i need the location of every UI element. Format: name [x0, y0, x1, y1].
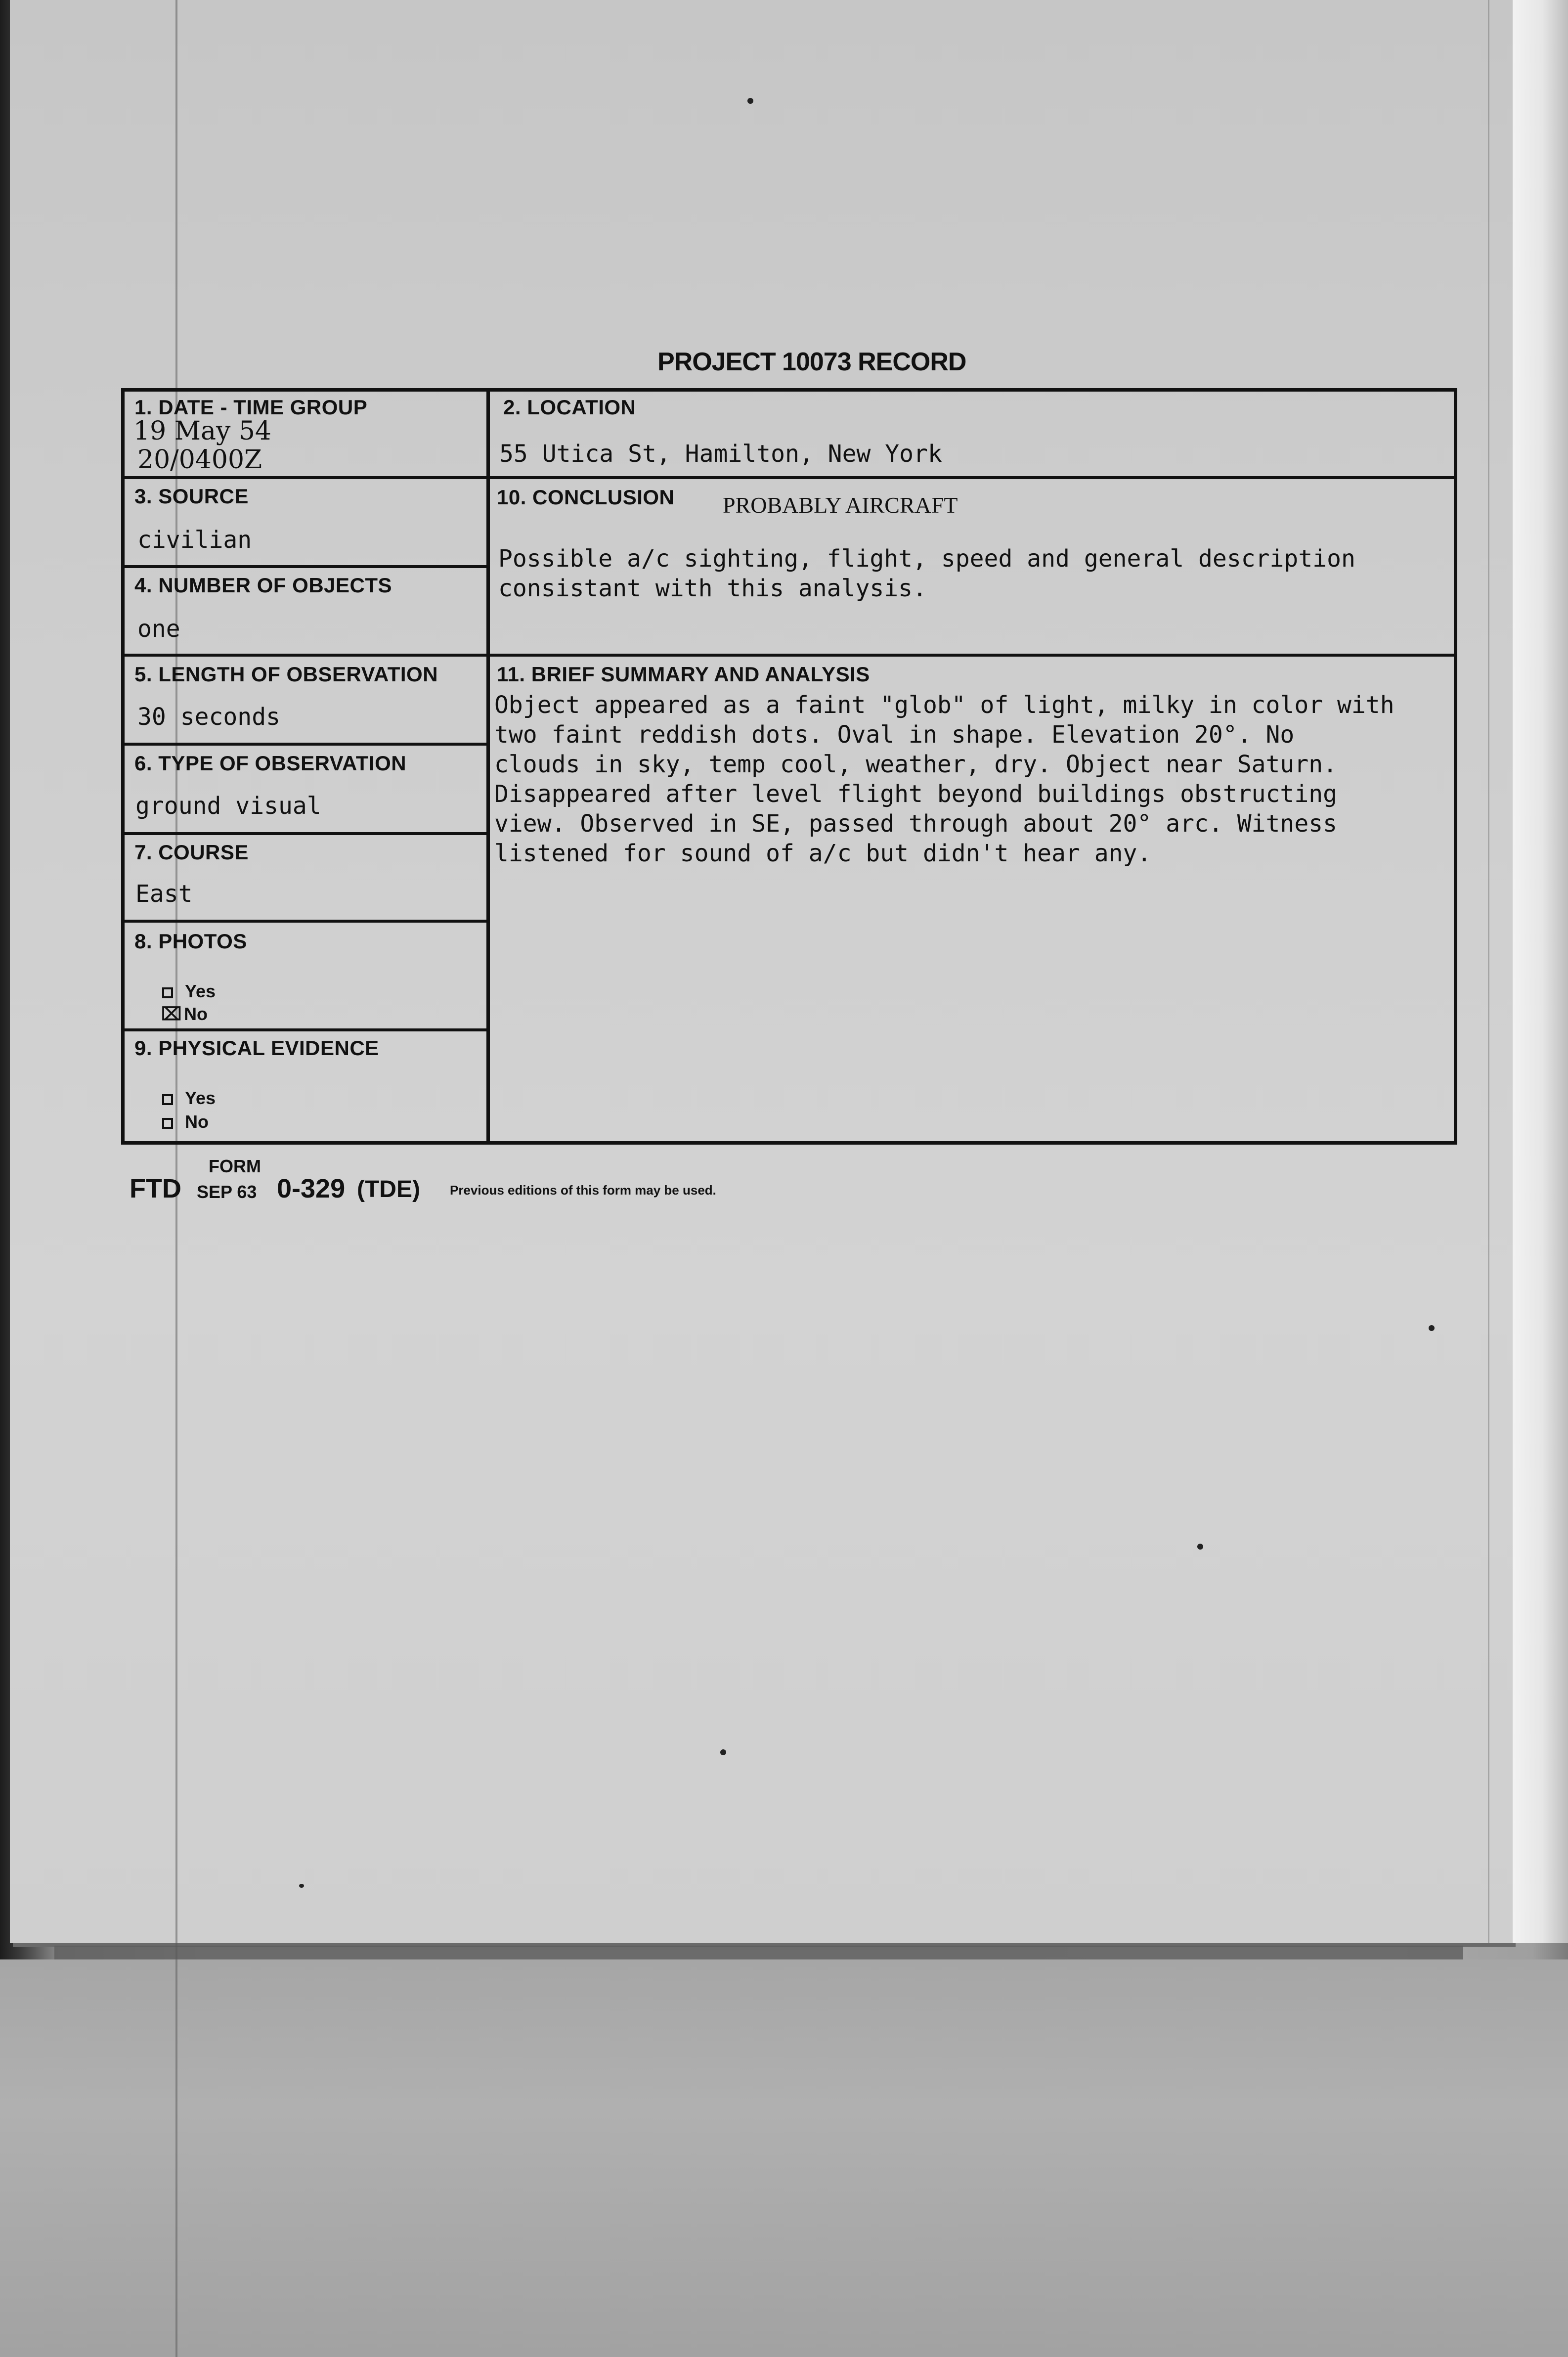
photos-yes-label: Yes [185, 981, 216, 1001]
date-value: 19 May 54 [133, 416, 272, 446]
date-time-group-label: 1. DATE - TIME GROUP [134, 396, 368, 419]
footer-ftd: FTD [130, 1174, 181, 1203]
dust-speck [299, 1884, 304, 1888]
location-label: 2. LOCATION [503, 396, 636, 419]
number-of-objects-value: one [137, 615, 180, 643]
photos-yes-option[interactable] [162, 981, 216, 1002]
summary-line-5: view. Observed in SE, passed through about 20° arc. Witness [494, 810, 1338, 838]
record-title: PROJECT 10073 RECORD [657, 348, 966, 376]
length-of-observation-value: 30 seconds [137, 703, 280, 731]
footer-date-code: SEP 63 [197, 1182, 257, 1202]
source-label: 3. SOURCE [134, 485, 249, 508]
summary-label: 11. BRIEF SUMMARY AND ANALYSIS [497, 663, 870, 686]
conclusion-text-line-1: Possible a/c sighting, flight, speed and general description [498, 545, 1355, 573]
physical-evidence-no-checkbox[interactable] [162, 1118, 173, 1129]
photos-no-option[interactable] [161, 1004, 208, 1024]
scan-lower-area [0, 1959, 1568, 2357]
footer-form-word: FORM [209, 1156, 261, 1176]
row-divider [121, 1028, 488, 1031]
photos-no-label: No [184, 1004, 208, 1024]
physical-evidence-no-option[interactable] [162, 1112, 209, 1132]
row-divider [121, 832, 488, 835]
physical-evidence-label: 9. PHYSICAL EVIDENCE [134, 1036, 379, 1060]
location-value: 55 Utica St, Hamilton, New York [499, 440, 942, 468]
row-divider [121, 654, 1457, 657]
footer-form-number: 0-329 [277, 1174, 346, 1203]
summary-line-2: two faint reddish dots. Oval in shape. Elevation 20°. No [494, 721, 1295, 749]
conclusion-text-line-2: consistant with this analysis. [498, 575, 927, 602]
footer-note: Previous editions of this form may be used. [450, 1183, 716, 1198]
summary-line-6: listened for sound of a/c but didn't hear any. [494, 840, 1152, 867]
film-scratch [1488, 0, 1489, 1943]
time-group-value: 20/0400Z [137, 445, 262, 475]
photos-yes-checkbox[interactable] [162, 987, 173, 998]
physical-evidence-yes-option[interactable] [162, 1088, 216, 1109]
dust-speck [747, 98, 753, 104]
physical-evidence-yes-checkbox[interactable] [162, 1094, 173, 1105]
card-shadow [54, 1946, 1463, 1959]
conclusion-value: PROBABLY AIRCRAFT [723, 492, 958, 518]
dust-speck [720, 1749, 726, 1755]
number-of-objects-label: 4. NUMBER OF OBJECTS [134, 574, 392, 597]
course-label: 7. COURSE [134, 841, 249, 864]
physical-evidence-no-label: No [185, 1112, 209, 1132]
dust-speck [1429, 1325, 1435, 1331]
footer-tde: (TDE) [357, 1176, 420, 1202]
photos-label: 8. PHOTOS [134, 930, 247, 953]
dust-speck [1197, 1544, 1203, 1550]
type-of-observation-label: 6. TYPE OF OBSERVATION [134, 752, 407, 775]
row-divider [121, 920, 488, 923]
source-value: civilian [137, 526, 252, 554]
summary-line-1: Object appeared as a faint "glob" of light, milky in color with [494, 691, 1394, 719]
row-divider [121, 476, 1457, 479]
photos-no-checkbox-checked-icon[interactable]: ⌧ [161, 1004, 182, 1024]
summary-line-3: clouds in sky, temp cool, weather, dry. Object near Saturn. [494, 751, 1338, 778]
conclusion-label: 10. CONCLUSION [497, 486, 675, 509]
row-divider [121, 743, 488, 746]
card-edge [1513, 0, 1568, 1943]
physical-evidence-yes-label: Yes [185, 1088, 216, 1108]
course-value: East [135, 880, 193, 908]
length-of-observation-label: 5. LENGTH OF OBSERVATION [134, 663, 438, 686]
summary-line-4: Disappeared after level flight beyond buildings obstructing [494, 780, 1338, 808]
row-divider [121, 565, 488, 568]
type-of-observation-value: ground visual [135, 792, 321, 820]
